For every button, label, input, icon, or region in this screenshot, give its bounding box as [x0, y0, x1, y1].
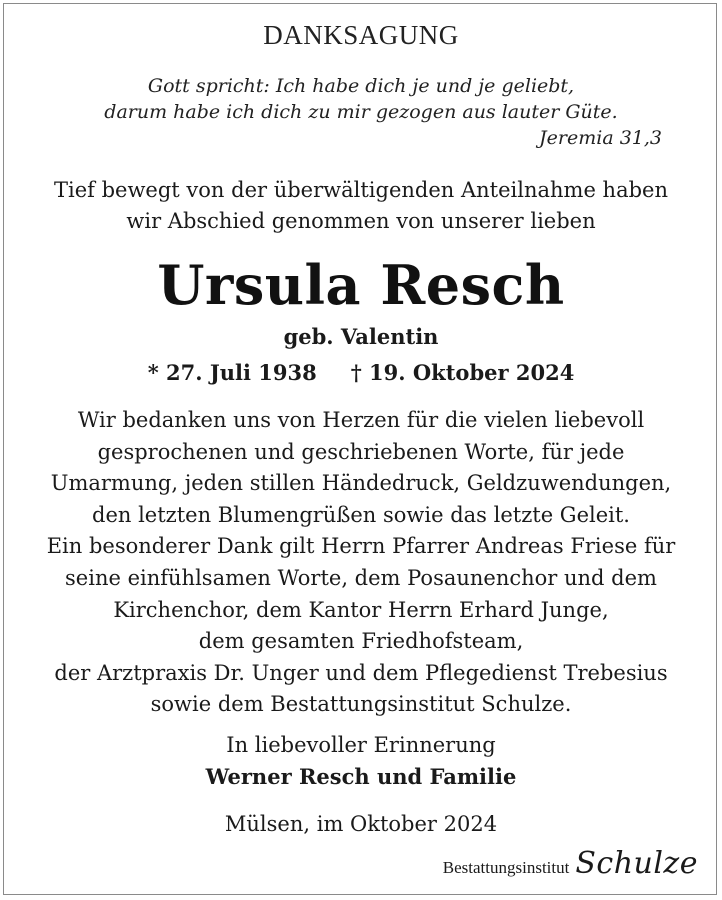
verse-line: Gott spricht: Ich habe dich je und je geliebt,	[147, 75, 575, 97]
intro-line: Tief bewegt von der überwältigenden Anteilnahme haben	[53, 178, 668, 202]
notice-title: DANKSAGUNG	[263, 20, 459, 50]
verse-line: darum habe ich dich zu mir gezogen aus lauter Güte.	[104, 101, 618, 123]
thanks-line: sowie dem Bestattungsinstitut Schulze.	[150, 692, 572, 717]
funeral-home-logo: Schulze	[575, 846, 698, 881]
closing-phrase: In liebevoller Erinnerung	[226, 733, 496, 757]
bible-verse	[0, 73, 722, 125]
thanks-line: Kirchenchor, dem Kantor Herrn Erhard Junge,	[113, 597, 609, 622]
maiden-name: geb. Valentin	[283, 324, 439, 349]
intro-text	[0, 175, 722, 237]
birth-date: * 27. Juli 1938	[147, 360, 317, 385]
family-signature: Werner Resch und Familie	[205, 764, 517, 789]
place-date: Mülsen, im Oktober 2024	[224, 812, 498, 836]
thanks-line: der Arztpraxis Dr. Unger und dem Pflegedienst Trebesius	[54, 660, 668, 685]
funeral-home-label: Bestattungsinstitut	[442, 858, 570, 877]
thanks-line: Wir bedanken uns von Herzen für die vielen liebevoll	[77, 408, 645, 432]
thanks-line: den letzten Blumengrüßen sowie das letzte Geleit.	[92, 502, 630, 527]
death-date: † 19. Oktober 2024	[350, 360, 575, 385]
funeral-home-footer	[443, 846, 698, 881]
thanks-line: gesprochenen und geschriebenen Worte, für jede	[97, 439, 625, 464]
intro-line: wir Abschied genommen von unserer lieben	[126, 209, 596, 233]
thanks-line: seine einfühlsamen Worte, dem Posaunenchor und dem	[65, 565, 657, 590]
thanks-line: dem gesamten Friedhofsteam,	[198, 629, 524, 654]
thanks-text	[0, 405, 722, 721]
thanks-line: Umarmung, jeden stillen Händedruck, Geldzuwendungen,	[50, 471, 672, 496]
life-dates	[0, 360, 722, 385]
deceased-name: Ursula Resch	[157, 253, 565, 317]
thanks-line: Ein besonderer Dank gilt Herrn Pfarrer Andreas Friese für	[46, 534, 676, 559]
verse-reference: Jeremia 31,3	[539, 127, 662, 149]
closing-block	[0, 730, 722, 792]
